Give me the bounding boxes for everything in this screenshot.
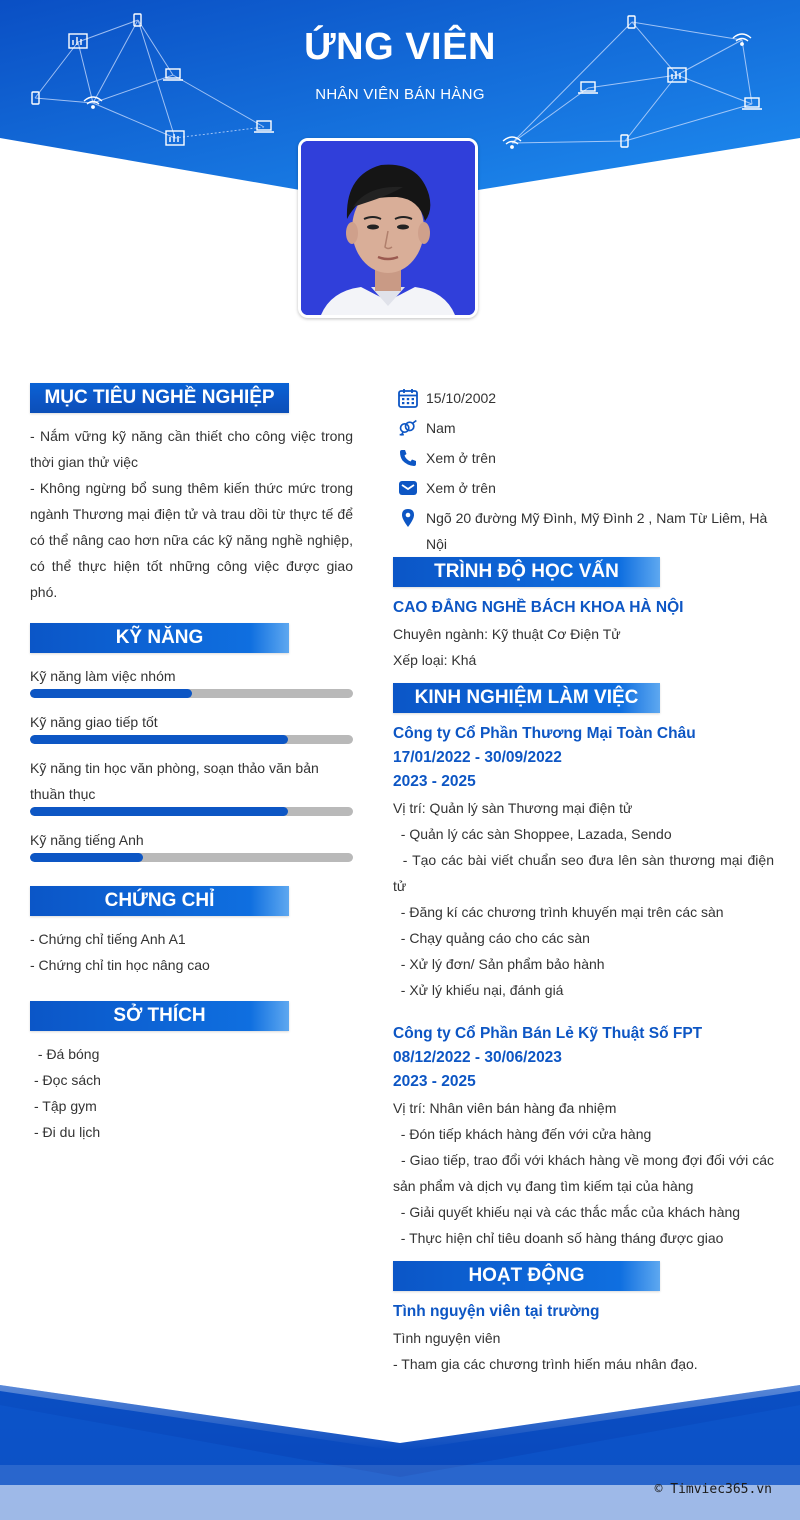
skill-label: Kỹ năng giao tiếp tốt bbox=[30, 714, 158, 730]
birthdate-value: 15/10/2002 bbox=[426, 390, 497, 406]
job-company: Công ty Cổ Phần Bán Lẻ Kỹ Thuật Số FPT bbox=[393, 1025, 703, 1042]
profile-photo bbox=[298, 138, 478, 318]
hobby-item: - Tập gym bbox=[34, 1098, 97, 1114]
gender-value: Nam bbox=[426, 420, 456, 436]
job-task: - Tạo các bài viết chuẩn seo đưa lên sàn thương mại điện tử bbox=[393, 852, 778, 894]
gender-icon bbox=[398, 418, 418, 438]
objective-text: - Nắm vững kỹ năng cần thiết cho công việc trong thời gian thử việc - Không ngừng bổ sung thêm kiến thức mức trong ngành Thương mại điện tử và trau dồi từ thực tế để có thể nâng cao hơn nữa các kỹ năng nghề nghiệp, có thể thực hiện tốt những công việc được giao phó. bbox=[30, 428, 353, 600]
candidate-name: ỨNG VIÊN bbox=[304, 26, 496, 68]
school-name: CAO ĐẲNG NGHỀ BÁCH KHOA HÀ NỘI bbox=[393, 599, 684, 616]
job-task: - Quản lý các sàn Shoppee, Lazada, Sendo bbox=[393, 826, 672, 842]
skill-bar-fill bbox=[30, 807, 288, 816]
job-position: Vị trí: Nhân viên bán hàng đa nhiệm bbox=[393, 1100, 617, 1116]
skill-label: Kỹ năng tin học văn phòng, soạn thảo văn bản thuần thục bbox=[30, 760, 319, 802]
hobby-item: - Đá bóng bbox=[34, 1046, 100, 1062]
certificates-heading: CHỨNG CHỈ bbox=[30, 886, 289, 916]
skill-bar-fill bbox=[30, 853, 143, 862]
skill-bar bbox=[30, 689, 353, 698]
skill-label: Kỹ năng làm việc nhóm bbox=[30, 668, 176, 684]
phone-icon bbox=[398, 448, 418, 468]
phone-row bbox=[398, 445, 770, 471]
activities-heading: HOẠT ĐỘNG bbox=[393, 1261, 660, 1291]
certificate-item: - Chứng chỉ tiếng Anh A1 bbox=[30, 931, 186, 947]
job-position: Vị trí: Quản lý sàn Thương mại điện tử bbox=[393, 800, 633, 816]
address-row bbox=[398, 505, 770, 557]
job-task: - Thực hiện chỉ tiêu doanh số hàng tháng được giao bbox=[393, 1230, 724, 1246]
hobby-item: - Đi du lịch bbox=[34, 1124, 101, 1140]
birthdate-row bbox=[398, 385, 770, 411]
footer-background bbox=[0, 1385, 800, 1520]
skill-bar-fill bbox=[30, 735, 288, 744]
calendar-icon bbox=[398, 388, 418, 408]
skill-label: Kỹ năng tiếng Anh bbox=[30, 832, 144, 848]
job-title: NHÂN VIÊN BÁN HÀNG bbox=[315, 86, 485, 103]
job-task: - Giải quyết khiếu nại và các thắc mắc của khách hàng bbox=[393, 1204, 741, 1220]
job-task: - Chạy quảng cáo cho các sàn bbox=[393, 930, 590, 946]
job-dates: 08/12/2022 - 30/06/2023 bbox=[393, 1049, 562, 1066]
education-heading: TRÌNH ĐỘ HỌC VẤN bbox=[393, 557, 660, 587]
email-icon bbox=[398, 478, 418, 498]
phone-value: Xem ở trên bbox=[426, 450, 496, 466]
job-task: - Xử lý đơn/ Sản phẩm bảo hành bbox=[393, 956, 605, 972]
skill-bar bbox=[30, 735, 353, 744]
experience-heading: KINH NGHIỆM LÀM VIỆC bbox=[393, 683, 660, 713]
job-task: - Đón tiếp khách hàng đến với cửa hàng bbox=[393, 1126, 652, 1142]
copyright-text: © Timviec365.vn bbox=[654, 1482, 772, 1497]
skill-bar-fill bbox=[30, 689, 192, 698]
skill-bar bbox=[30, 807, 353, 816]
job-task: - Giao tiếp, trao đổi với khách hàng về mong đợi đối với các sản phẩm và dịch vụ đang tìm kiếm tại của hàng bbox=[393, 1152, 778, 1194]
education-grade: Xếp loại: Khá bbox=[393, 652, 477, 668]
education-major: Chuyên ngành: Kỹ thuật Cơ Điện Tử bbox=[393, 626, 621, 642]
hobby-item: - Đọc sách bbox=[34, 1072, 101, 1088]
skills-heading: KỸ NĂNG bbox=[30, 623, 289, 653]
email-value: Xem ở trên bbox=[426, 480, 496, 496]
certificate-item: - Chứng chỉ tin học nâng cao bbox=[30, 957, 210, 973]
location-pin-icon bbox=[398, 508, 418, 528]
skill-bar bbox=[30, 853, 353, 862]
activity-role: Tình nguyện viên bbox=[393, 1330, 501, 1346]
gender-row bbox=[398, 415, 770, 441]
job-task: - Đăng kí các chương trình khuyến mại trên các sàn bbox=[393, 904, 724, 920]
job-task: - Xử lý khiếu nại, đánh giá bbox=[393, 982, 564, 998]
hobbies-heading: SỞ THÍCH bbox=[30, 1001, 289, 1031]
job-company: Công ty Cổ Phần Thương Mại Toàn Châu bbox=[393, 725, 696, 742]
job-period: 2023 - 2025 bbox=[393, 1073, 476, 1090]
address-value: Ngõ 20 đường Mỹ Đình, Mỹ Đình 2 , Nam Từ Liêm, Hà Nội bbox=[426, 510, 768, 552]
objective-heading: MỤC TIÊU NGHỀ NGHIỆP bbox=[30, 383, 289, 413]
job-period: 2023 - 2025 bbox=[393, 773, 476, 790]
email-row bbox=[398, 475, 770, 501]
activity-name: Tình nguyện viên tại trường bbox=[393, 1303, 600, 1320]
activity-desc: - Tham gia các chương trình hiến máu nhân đạo. bbox=[393, 1356, 698, 1372]
job-dates: 17/01/2022 - 30/09/2022 bbox=[393, 749, 562, 766]
